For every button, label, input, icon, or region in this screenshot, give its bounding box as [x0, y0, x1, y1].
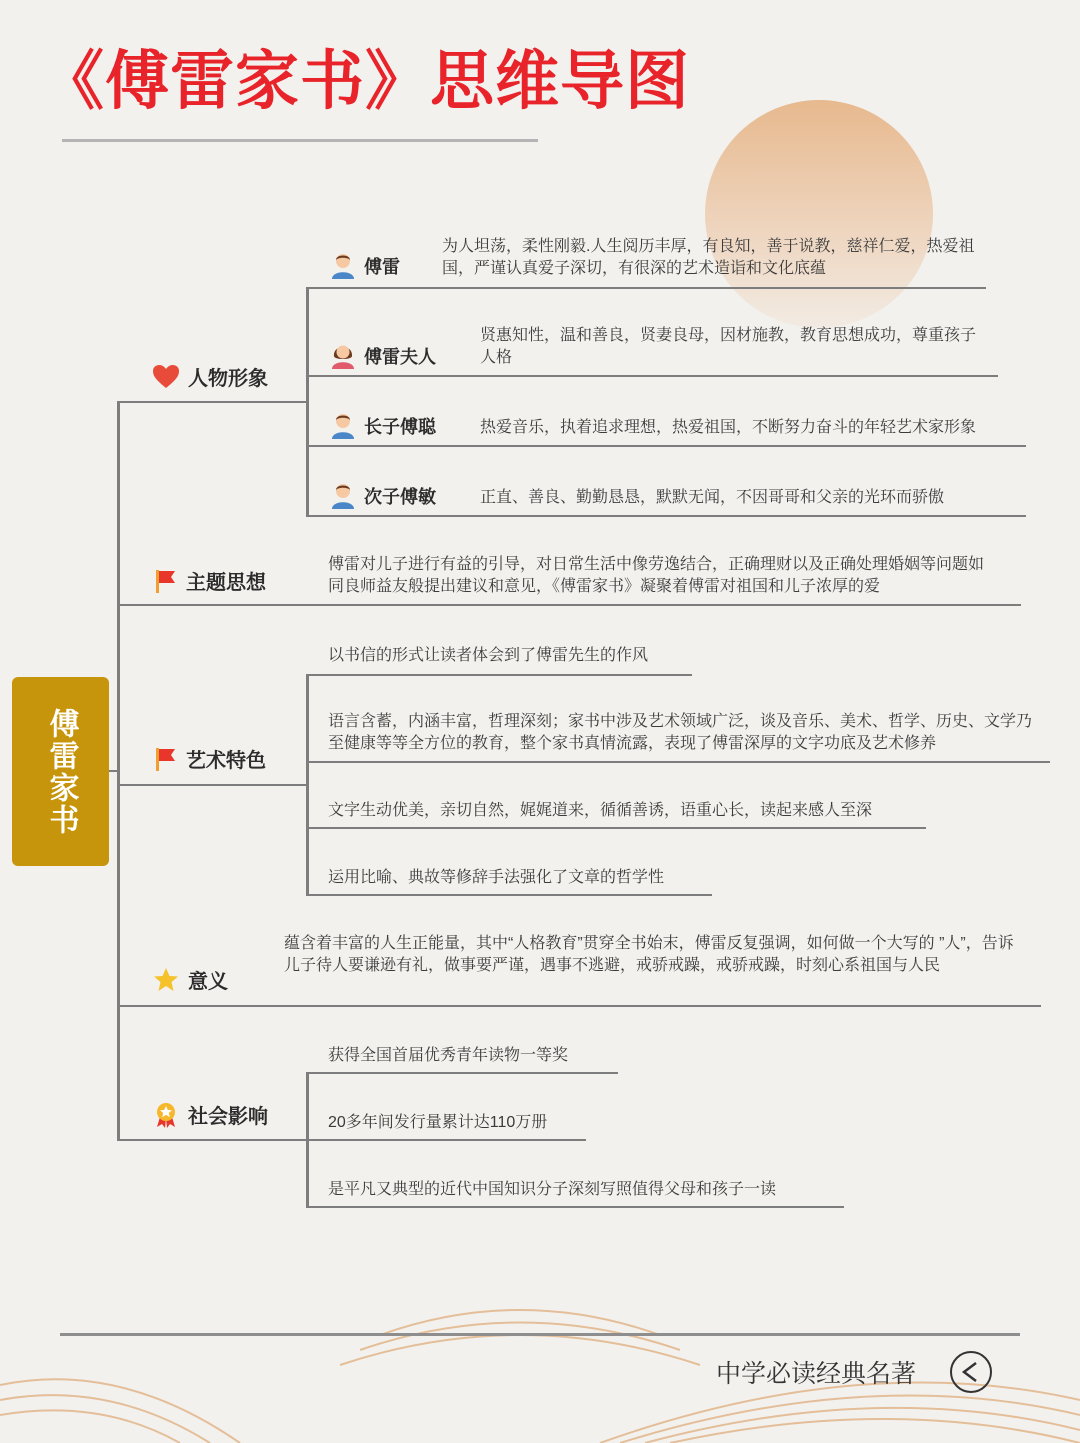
- decorative-waves: [0, 1290, 1080, 1443]
- branch-line-art: [117, 784, 307, 786]
- character-desc: 热爱音乐，执着追求理想，热爱祖国，不断努力奋斗的年轻艺术家形象: [480, 419, 977, 436]
- underline-art-2: [306, 761, 1050, 763]
- person-icon: [330, 482, 356, 510]
- branch-label-art: 艺术特色: [186, 750, 266, 772]
- root-label: 傅雷家书: [44, 707, 78, 836]
- underline-impact-1: [306, 1072, 618, 1074]
- branch-line-impact: [117, 1139, 307, 1141]
- star-icon: [152, 966, 180, 994]
- characters-bracket-line: [306, 287, 309, 517]
- underline-art-1: [306, 674, 692, 676]
- page-title: 《傅雷家书》思维导图: [40, 46, 690, 117]
- person-icon: [330, 252, 356, 280]
- impact-item: 20多年间发行量累计达110万册: [328, 1114, 548, 1131]
- back-arrow-icon[interactable]: [950, 1351, 992, 1393]
- branch-label-characters: 人物形象: [188, 368, 268, 390]
- branch-theme: [152, 566, 266, 595]
- branch-line-theme: [117, 604, 1021, 606]
- character-name: 长子傅聪: [364, 417, 436, 437]
- branch-meaning: [152, 965, 228, 994]
- underline-impact-3: [306, 1206, 844, 1208]
- underline-art-4: [306, 894, 712, 896]
- flag-icon: [152, 568, 178, 594]
- character-desc: 正直、善良、勤勤恳恳，默默无闻，不因哥哥和父亲的光环而骄傲: [480, 489, 945, 506]
- award-icon: [152, 1101, 180, 1129]
- impact-item: 是平凡又典型的近代中国知识分子深刻写照值得父母和孩子一读: [328, 1181, 777, 1198]
- art-bracket-line: [306, 674, 309, 896]
- impact-item: 获得全国首届优秀青年读物一等奖: [328, 1047, 569, 1064]
- underline-fumin: [306, 515, 1026, 517]
- flag-icon: [152, 746, 178, 772]
- underline-impact-2: [306, 1139, 586, 1141]
- footer-divider: [60, 1333, 1020, 1336]
- underline-fucong: [306, 445, 1026, 447]
- title-divider: [62, 139, 538, 142]
- branch-label-meaning: 意义: [188, 971, 228, 993]
- character-desc: 为人坦荡，柔性刚毅.人生阅历丰厚，有良知，善于说教，慈祥仁爱，热爱祖国，严谨认真爱子深切，有很深的艺术造诣和文化底蕴: [442, 238, 975, 277]
- branch-art: [152, 744, 266, 773]
- footer-label: 中学必读经典名著: [716, 1360, 917, 1388]
- sub-node-furen: [330, 342, 436, 370]
- branch-label-theme: 主题思想: [186, 572, 266, 594]
- sub-node-fulei: [330, 252, 400, 280]
- underline-fulei: [306, 287, 986, 289]
- character-name: 傅雷夫人: [364, 347, 436, 367]
- root-node: [12, 677, 109, 866]
- branch-line-characters: [117, 401, 307, 403]
- character-desc: 贤惠知性，温和善良，贤妻良母，因材施教，教育思想成功，尊重孩子人格: [480, 327, 977, 366]
- sub-node-fumin: [330, 482, 436, 510]
- branch-impact: [152, 1100, 268, 1129]
- art-item: 文字生动优美，亲切自然，娓娓道来，循循善诱，语重心长，读起来感人至深: [328, 802, 873, 819]
- decorative-sun: [705, 100, 933, 328]
- sub-node-fucong: [330, 412, 436, 440]
- theme-desc: 傅雷对儿子进行有益的引导，对日常生活中像劳逸结合，正确理财以及正确处理婚姻等问题如同良师益友般提出建议和意见，《傅雷家书》凝聚着傅雷对祖国和儿子浓厚的爱: [328, 556, 985, 595]
- meaning-desc: 蕴含着丰富的人生正能量，其中“人格教育”贯穿全书始末，傅雷反复强调，如何做一个大写的 ”人”，告诉儿子待人要谦逊有礼，做事要严谨，遇事不逃避，戒骄戒躁，戒骄戒躁，时刻心系祖国与人民: [284, 935, 1014, 974]
- underline-furen: [306, 375, 998, 377]
- branch-label-impact: 社会影响: [188, 1106, 268, 1128]
- heart-icon: [152, 364, 180, 390]
- art-item: 语言含蓄，内涵丰富，哲理深刻；家书中涉及艺术领域广泛，谈及音乐、美术、哲学、历史、文学乃至健康等等全方位的教育，整个家书真情流露，表现了傅雷深厚的文字功底及艺术修养: [328, 713, 1033, 752]
- art-item: 运用比喻、典故等修辞手法强化了文章的哲学性: [328, 869, 665, 886]
- branch-characters: [152, 362, 268, 391]
- main-trunk-line: [117, 401, 120, 1141]
- person-icon: [330, 342, 356, 370]
- art-item: 以书信的形式让读者体会到了傅雷先生的作风: [328, 647, 649, 664]
- underline-art-3: [306, 827, 926, 829]
- person-icon: [330, 412, 356, 440]
- character-name: 傅雷: [364, 257, 400, 277]
- character-name: 次子傅敏: [364, 487, 436, 507]
- branch-line-meaning: [117, 1005, 1041, 1007]
